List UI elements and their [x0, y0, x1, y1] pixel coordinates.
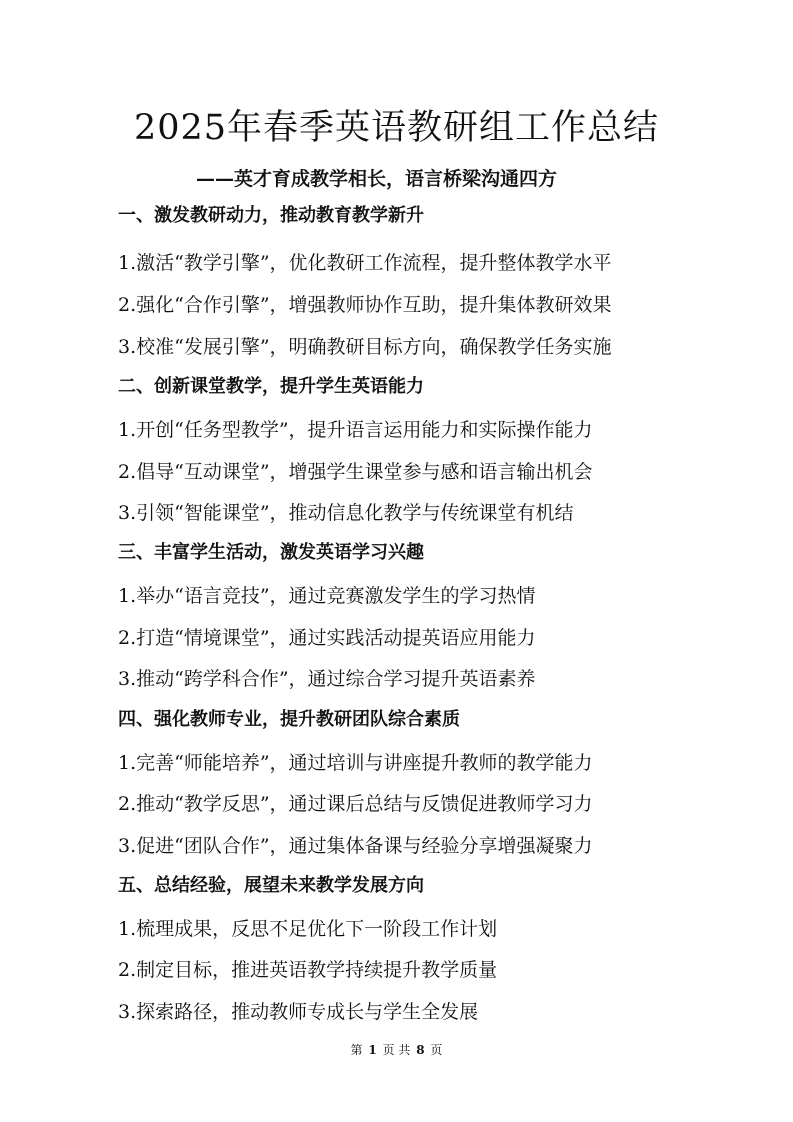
page-footer — [0, 1042, 793, 1058]
section-heading-2: 二、创新课堂教学，提升学生英语能力 — [118, 376, 424, 397]
section-heading-4: 四、强化教师专业，提升教研团队综合素质 — [118, 709, 460, 730]
document-title: 2025年春季英语教研组工作总结 — [133, 108, 660, 148]
section-2-item-3: 3.引领“智能课堂”，推动信息化教学与传统课堂有机结 — [118, 502, 574, 524]
footer-suffix: 页 — [430, 1043, 443, 1057]
section-1-item-1: 1.激活“教学引擎”，优化教研工作流程，提升整体教学水平 — [118, 252, 612, 274]
section-2-item-1: 1.开创“任务型教学”，提升语言运用能力和实际操作能力 — [118, 419, 593, 441]
footer-middle: 页 共 — [382, 1043, 411, 1057]
section-3-item-3: 3.推动“跨学科合作”，通过综合学习提升英语素养 — [118, 668, 536, 690]
section-heading-5: 五、总结经验，展望未来教学发展方向 — [118, 875, 424, 896]
footer-total-pages: 8 — [416, 1043, 425, 1057]
section-heading-1: 一、激发教研动力，推动教育教学新升 — [118, 205, 424, 226]
footer-page-number: 1 — [368, 1043, 377, 1057]
section-3-item-1: 1.举办“语言竞技”，通过竞赛激发学生的学习热情 — [118, 585, 536, 607]
section-1-item-3: 3.校准“发展引擎”，明确教研目标方向，确保教学任务实施 — [118, 336, 612, 358]
section-5-item-3: 3.探索路径，推动教师专成长与学生全发展 — [118, 1001, 479, 1023]
footer-prefix: 第 — [350, 1043, 363, 1057]
section-4-item-1: 1.完善“师能培养”，通过培训与讲座提升教师的教学能力 — [118, 752, 593, 774]
section-5-item-1: 1.梳理成果，反思不足优化下一阶段工作计划 — [118, 918, 498, 940]
section-4-item-2: 2.推动“教学反思”，通过课后总结与反馈促进教师学习力 — [118, 793, 593, 815]
section-3-item-2: 2.打造“情境课堂”，通过实践活动提英语应用能力 — [118, 627, 536, 649]
document-subtitle: ——英才育成教学相长，语言桥梁沟通四方 — [196, 168, 558, 190]
section-5-item-2: 2.制定目标，推进英语教学持续提升教学质量 — [118, 959, 498, 981]
section-heading-3: 三、丰富学生活动，激发英语学习兴趣 — [118, 542, 424, 563]
section-4-item-3: 3.促进“团队合作”，通过集体备课与经验分享增强凝聚力 — [118, 835, 593, 857]
section-1-item-2: 2.强化“合作引擎”，增强教师协作互助，提升集体教研效果 — [118, 294, 612, 316]
section-2-item-2: 2.倡导“互动课堂”，增强学生课堂参与感和语言输出机会 — [118, 461, 593, 483]
